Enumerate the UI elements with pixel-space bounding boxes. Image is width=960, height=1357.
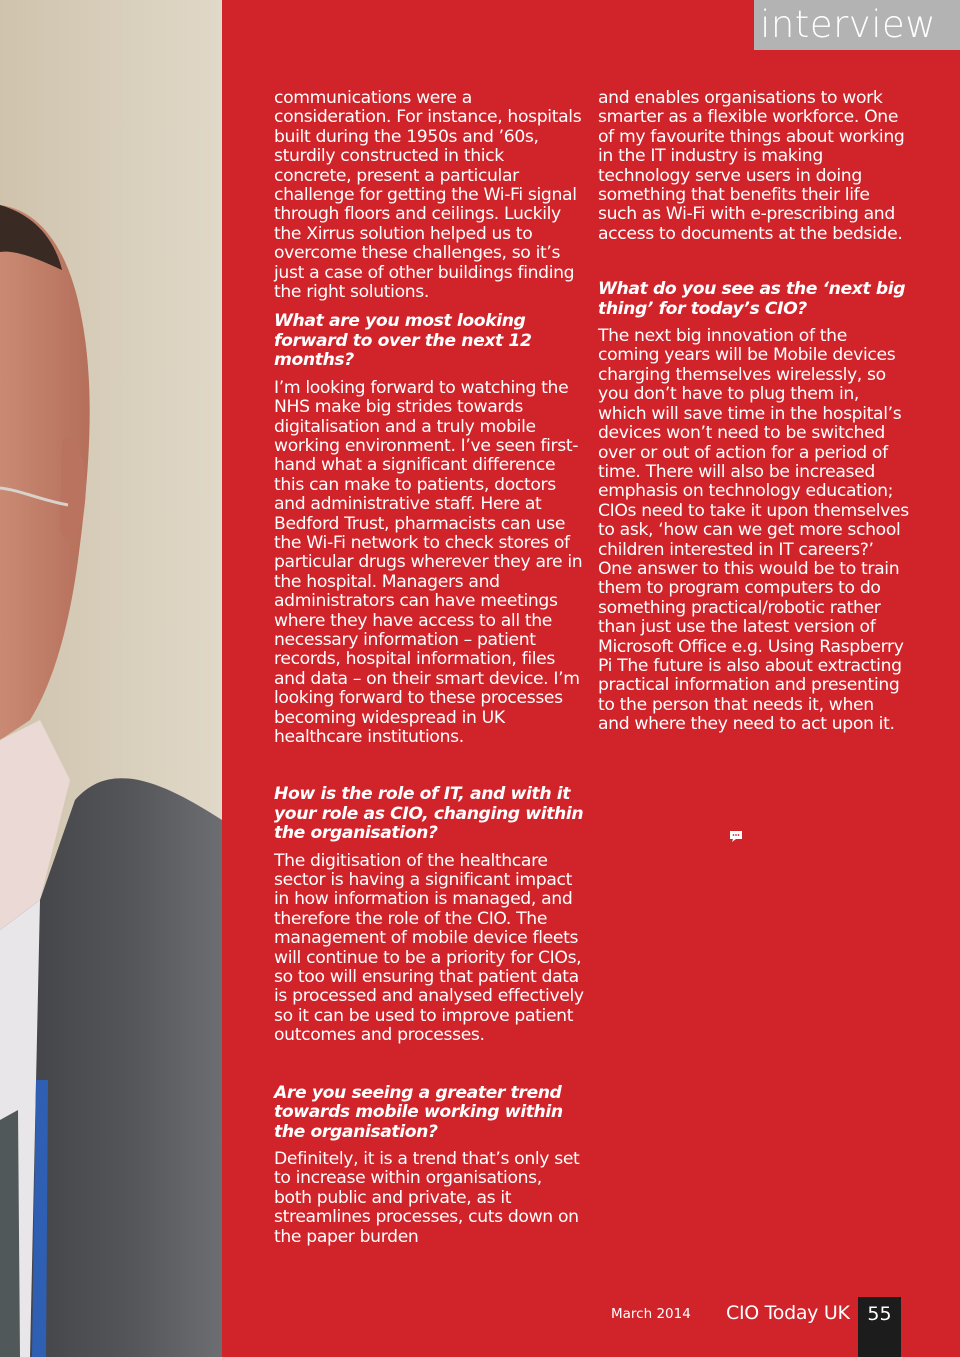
interview-answer: Definitely, it is a trend that’s only set to increase within organisations, both public and private, as it streamlines processes, cuts down on the paper burden [274, 1148, 580, 1247]
interview-question: What do you see as the ‘next big thing’ for today’s CIO? [598, 279, 906, 319]
issue-date: March 2014 [611, 1306, 691, 1322]
article-paragraph: and enables organisations to work smarter as a flexible workforce. One of my favourite things about working in the IT industry is making technology serve users in doing something that benefits their life such as Wi-Fi with e-prescribing and access to documents at the bedside. [598, 88, 905, 244]
article-paragraph: communications were a consideration. For instance, hospitals built during the 1950s and ’60s, sturdily constructed in thick concrete, present a particular challenge for getting the Wi-Fi signal through floors and ceilings. Luckily the Xirrus solution helped us to overcome these challenges, so it’s just a case of other buildings finding the right solutions. [274, 88, 582, 303]
magazine-name: CIO Today UK [726, 1302, 850, 1324]
cio-end-mark-icon [727, 827, 745, 845]
right-column [598, 89, 910, 735]
interview-answer: I’m looking forward to watching the NHS make big strides towards digitalisation and a truly mobile working environment. I’ve seen first-hand what a significant difference this can make to patients, doctors and administrative staff. Here at Bedford Trust, pharmacists can use the Wi-Fi network to check stores of particular drugs wherever they are in the hospital. Managers and administrators can have meetings where they have access to all the necessary information – patient records, hospital information, files and data – on their smart device. I’m looking forward to these processes becoming widespread in UK healthcare institutions. [274, 377, 583, 747]
interview-answer: The next big innovation of the coming years will be Mobile devices charging themselves wirelessly, so you don’t have to plug them in, which will save time in the hospital’s devices won’t need to be switched over or out of action for a period of time. There will also be increased emphasis on technology education; CIOs need to take it upon themselves to ask, ‘how can we get more school children interested in IT careers?’ One answer to this would be to train them to program computers to do something practical/robotic rather than just use the latest version of Microsoft Office e.g. Using Raspberry Pi The future is also about extracting practical information and presenting to the person that needs it, when and where they need to act upon it. [598, 326, 909, 735]
interview-question: Are you seeing a greater trend towards mobile working within the organisation? [274, 1082, 563, 1142]
interview-answer: The digitisation of the healthcare sector is having a significant impact in how information is managed, and therefore the role of the CIO. The management of mobile device fleets will continue to be a priority for CIOs, so too will ensuring that patient data is processed and analysed effectively so it can be used to improve patient outcomes and processes. [274, 850, 584, 1046]
interview-question: How is the role of IT, and with it your role as CIO, changing within the organisation? [274, 784, 584, 844]
interviewee-photo-graphic [0, 0, 222, 1357]
interviewee-photo [0, 0, 222, 1357]
left-column [274, 89, 584, 1247]
section-tab: interview [754, 0, 960, 50]
page-number: 55 [858, 1297, 901, 1357]
interview-question: What are you most looking forward to over the next 12 months? [274, 311, 532, 371]
